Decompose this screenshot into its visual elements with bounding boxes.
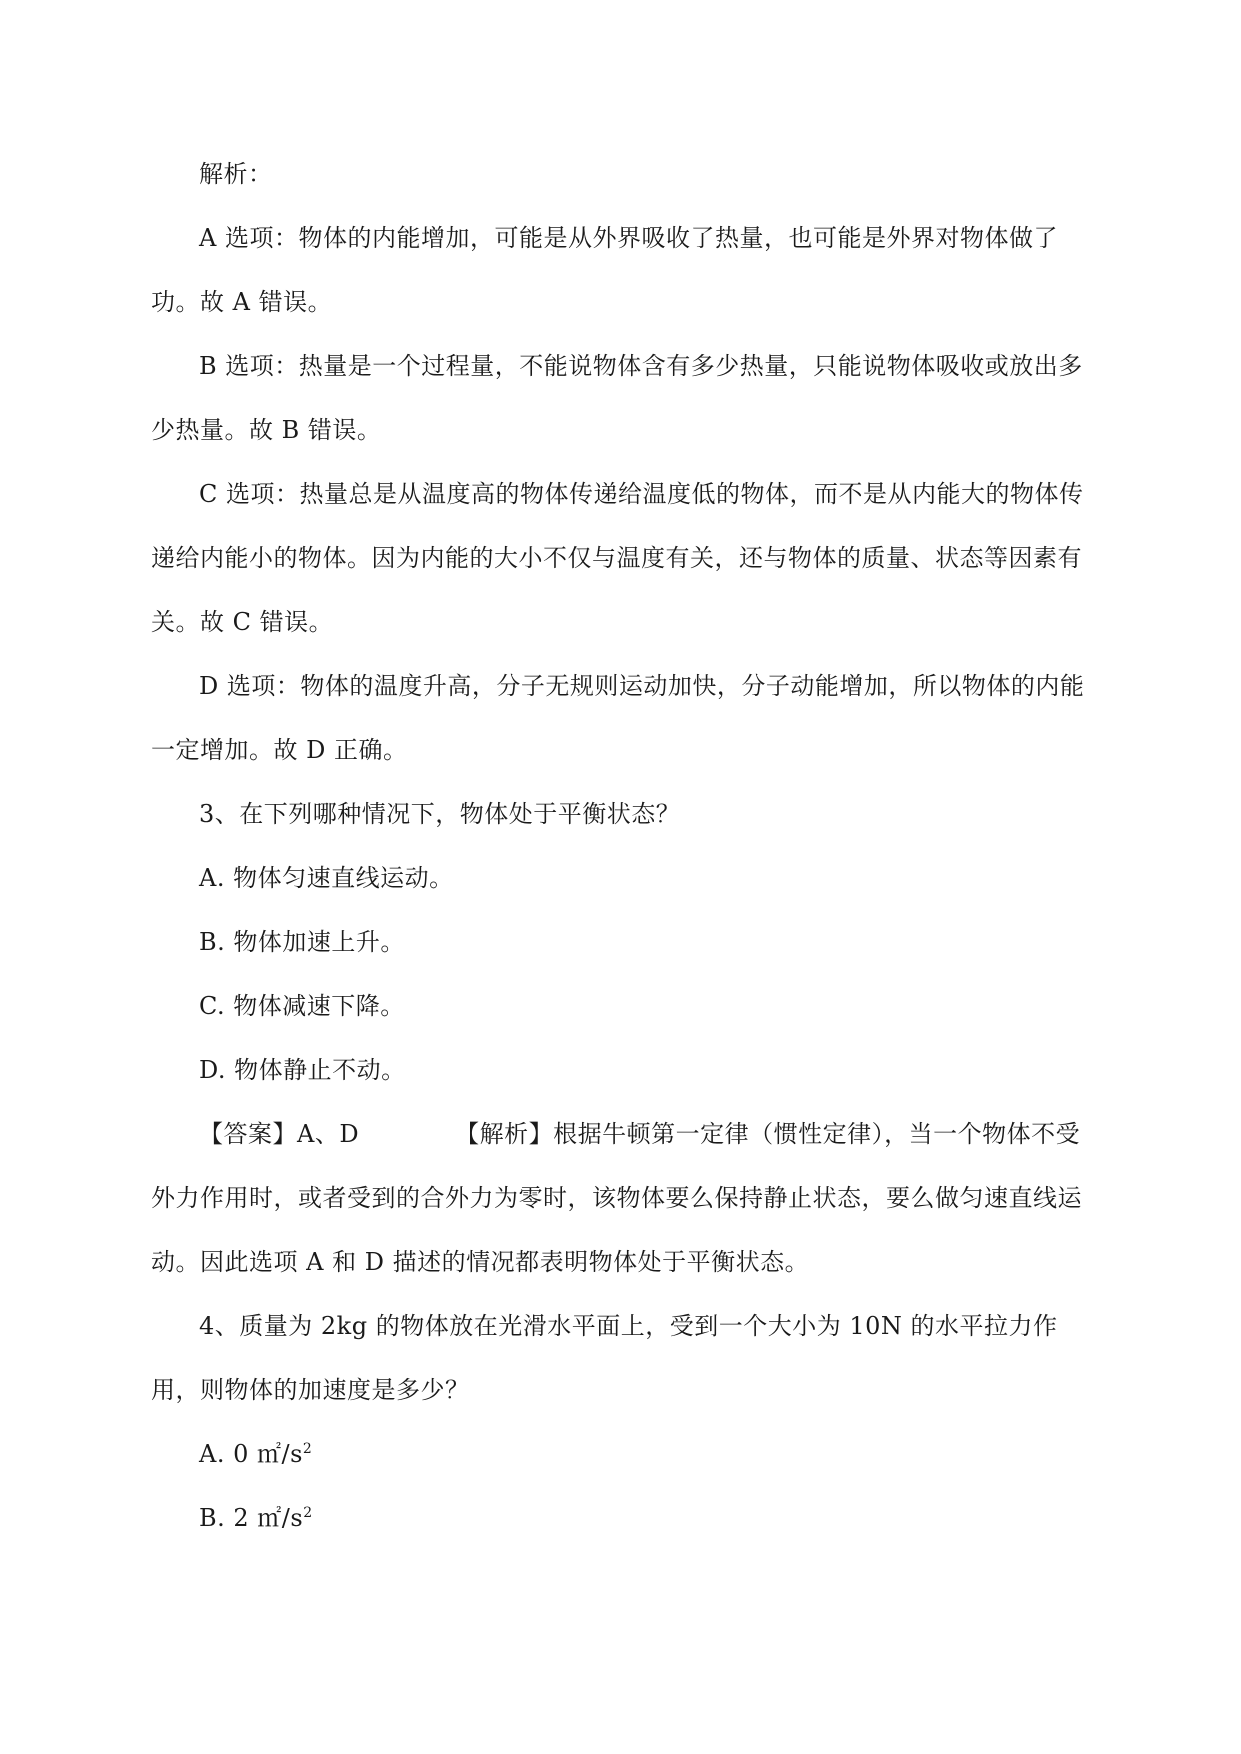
question-3: 3、在下列哪种情况下，物体处于平衡状态？: [199, 800, 681, 828]
option-c-analysis: C 选项：热量总是从温度高的物体传递给温度低的物体，而不是从内能大的物体传递给内能小的物体。因为内能的大小不仅与温度有关，还与物体的质量、状态等因素有关。故 C 错误。: [151, 480, 1084, 636]
q3-option-d: D. 物体静止不动。: [199, 1056, 406, 1084]
q3-answer-label: 【答案】A、D: [199, 1120, 360, 1148]
q4-option-b: [151, 1486, 1091, 1550]
q3-option-a: A. 物体匀速直线运动。: [199, 864, 454, 892]
option-a-analysis: A 选项：物体的内能增加，可能是从外界吸收了热量，也可能是外界对物体做了功。故 A 错误。: [151, 224, 1058, 316]
q3-answer-paragraph: [151, 1102, 1091, 1294]
q4-option-b-superscript: 2: [303, 1505, 313, 1521]
option-b-analysis: B 选项：热量是一个过程量，不能说物体含有多少热量，只能说物体吸收或放出多少热量。故 B 错误。: [151, 352, 1083, 444]
document-body: [151, 142, 1091, 1550]
q3-option-c: C. 物体减速下降。: [199, 992, 405, 1020]
q4-option-a-text: A. 0 ㎡/s: [199, 1440, 303, 1468]
q3-analysis-text: 【解析】根据牛顿第一定律（惯性定律），当一个物体不受外力作用时，或者受到的合外力为零时，该物体要么保持静止状态，要么做匀速直线运动。因此选项 A 和 D 描述的情况都表明物体处于平衡状态。: [151, 1120, 1082, 1276]
q3-option-b: B. 物体加速上升。: [199, 928, 405, 956]
analysis-heading: 解析：: [199, 160, 273, 188]
q4-option-b-text: B. 2 ㎡/s: [199, 1504, 304, 1532]
q4-option-a: [151, 1422, 1091, 1486]
option-d-analysis: D 选项：物体的温度升高，分子无规则运动加快，分子动能增加，所以物体的内能一定增加。故 D 正确。: [151, 672, 1085, 764]
q4-option-a-superscript: 2: [302, 1441, 313, 1457]
question-4: 4、质量为 2kg 的物体放在光滑水平面上，受到一个大小为 10N 的水平拉力作用，则物体的加速度是多少？: [151, 1312, 1058, 1404]
